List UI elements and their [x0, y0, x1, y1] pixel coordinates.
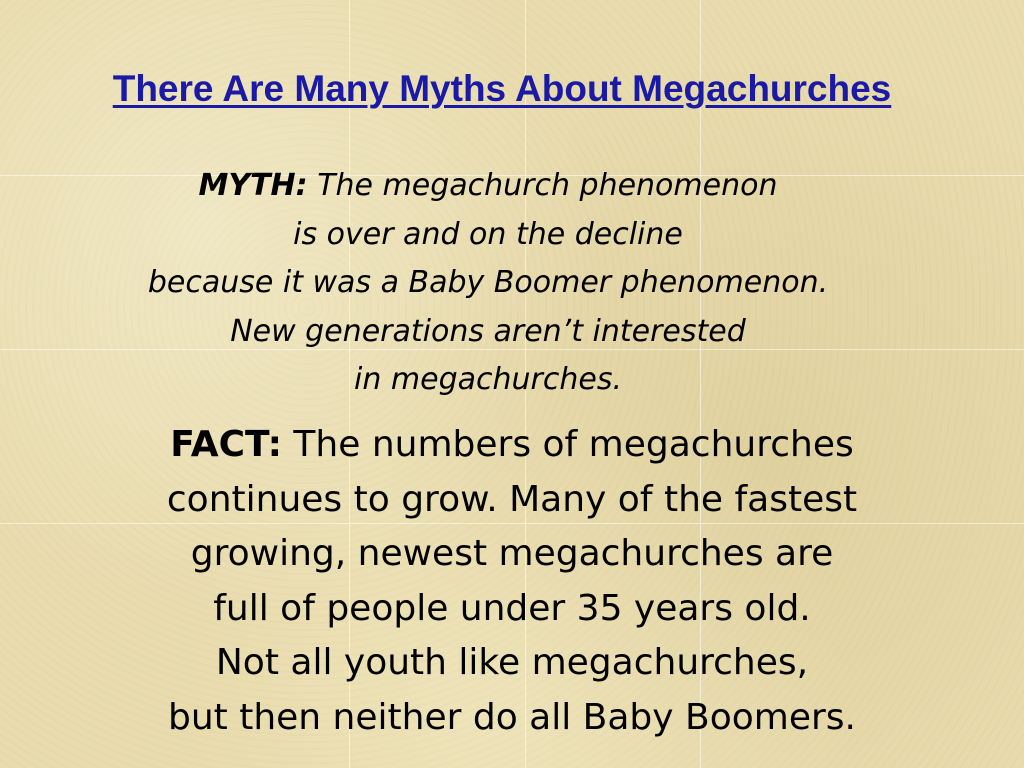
myth-line: is over and on the decline: [293, 216, 683, 252]
fact-line: growing, newest megachurches are: [190, 533, 834, 574]
myth-text: The megachurch phenomenon: [307, 168, 778, 203]
myth-paragraph: [0, 162, 976, 405]
fact-paragraph: [0, 418, 1024, 745]
fact-line: full of people under 35 years old.: [213, 587, 811, 629]
myth-line: in megachurches.: [354, 362, 622, 397]
myth-line: New generations aren’t interested: [230, 313, 746, 349]
myth-label: MYTH:: [198, 168, 308, 203]
fact-line: [0, 418, 1024, 473]
myth-line: because it was a Baby Boomer phenomenon.: [147, 265, 829, 300]
fact-label: FACT:: [170, 424, 282, 465]
fact-line: but then neither do all Baby Boomers.: [167, 696, 856, 738]
fact-line: Not all youth like megachurches,: [215, 642, 809, 683]
fact-text: The numbers of megachurches: [281, 424, 854, 465]
myth-line: [0, 162, 976, 211]
slide-title: There Are Many Myths About Megachurches: [112, 68, 892, 109]
fact-line: continues to grow. Many of the fastest: [166, 478, 858, 520]
